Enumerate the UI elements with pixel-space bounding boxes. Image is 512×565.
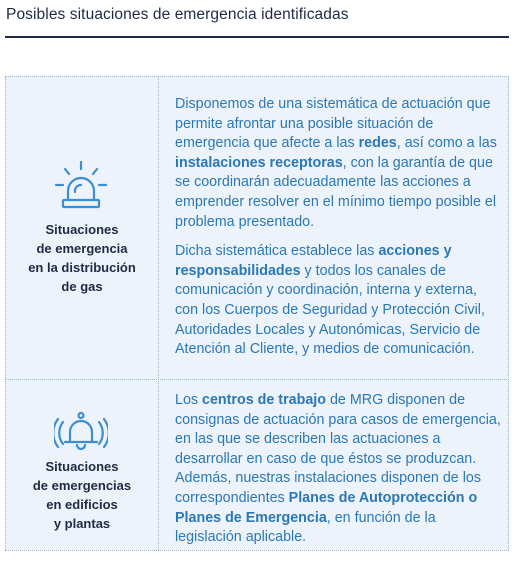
- label-line: Situaciones: [45, 222, 119, 237]
- bold-text: centros de trabajo: [202, 392, 326, 408]
- bold-text: Planes de Autoprotección o Planes de Emergencia: [175, 489, 478, 526]
- text-run: y todos los canales de comunicación y coordinación, interna y externa, con los Cuerpos de Seguridad y Protección Civil, Autoridades Locales y Autonómicas, Servicio de Atención al Cliente, y medios de comunicación.: [175, 262, 485, 358]
- label-line: y plantas: [53, 516, 111, 531]
- row-label: [6, 457, 158, 533]
- bold-text: acciones y responsabilidades: [175, 243, 452, 279]
- page-title: Posibles situaciones de emergencia identificadas: [6, 6, 349, 23]
- label-line: Situaciones: [45, 459, 119, 474]
- paragraph: [175, 391, 501, 548]
- row-label: [6, 220, 158, 296]
- title-divider: [5, 36, 509, 38]
- row-description: [175, 391, 501, 548]
- label-line: de emergencia: [36, 241, 128, 256]
- paragraph: [175, 95, 501, 232]
- text-run: , en función de la legislación aplicable.: [175, 509, 436, 546]
- bold-text: instalaciones receptoras: [175, 154, 343, 171]
- text-run: , así como a las: [396, 135, 497, 152]
- text-run: , con la garantía de que se coordinarán adecuadamente las acciones a emprender resolver en el mínimo tiempo posible el problema presentado.: [175, 154, 497, 230]
- text-run: Dicha sistemática establece las: [175, 243, 379, 260]
- bold-text: redes: [358, 135, 397, 152]
- text-run: de MRG disponen de consignas de actuación para casos de emergencia, en las que se describen las actuaciones a desarrollar en caso de que éstos se produzcan. Además, nuestras instalaciones disponen de los correspondientes: [175, 392, 501, 506]
- label-line: en la distribución: [28, 260, 136, 275]
- text-run: Los: [175, 392, 203, 408]
- siren-alert-icon: [53, 160, 109, 217]
- row-divider: [5, 379, 509, 380]
- row-description: [175, 95, 501, 360]
- column-divider: [158, 76, 159, 550]
- table-border: [5, 76, 509, 77]
- paragraph: [175, 242, 501, 360]
- ringing-bell-icon: [54, 410, 108, 457]
- text-run: Disponemos de una sistemática de actuación que permite afrontar una posible situación de emergencia que afecte a las: [175, 96, 491, 152]
- table-border: [5, 550, 509, 551]
- label-line: en edificios: [46, 497, 118, 512]
- table-border: [508, 76, 509, 550]
- label-line: de gas: [61, 279, 103, 294]
- label-line: de emergencias: [32, 478, 132, 493]
